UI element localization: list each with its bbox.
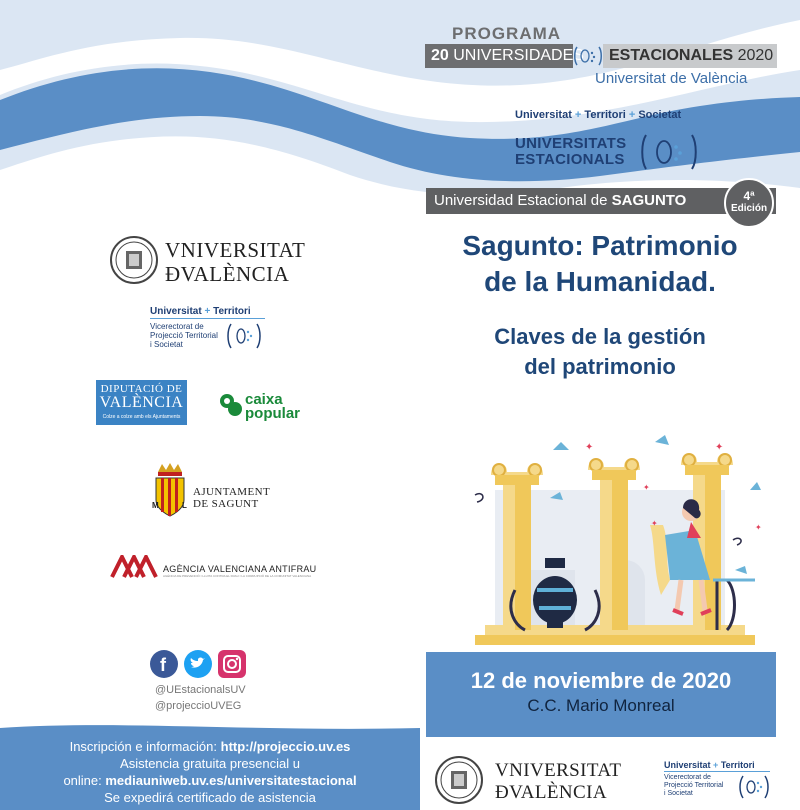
ut-small-territori: Territori bbox=[213, 306, 251, 317]
caixa-popular-logo bbox=[245, 393, 300, 421]
bottom-vice-line3: i Societat bbox=[664, 790, 693, 797]
bottom-faces-icon bbox=[738, 774, 770, 800]
diputacio-logo bbox=[96, 380, 187, 425]
ue-logo-line1: UNIVERSITATS bbox=[515, 135, 627, 152]
ut-small-plus: + bbox=[204, 306, 211, 317]
subtitle-line1: Claves de la gestión bbox=[494, 324, 706, 349]
ut-small-divider bbox=[150, 318, 265, 319]
uv-logo-line2: ÐVALÈNCIA bbox=[165, 262, 290, 286]
sagunt-coat-of-arms-icon bbox=[152, 462, 188, 524]
info-line4: Se expedirá certificado de asistencia bbox=[104, 790, 316, 805]
vicerectorat-text bbox=[150, 322, 218, 349]
diputacio-line1: DIPUTACIÓ DE bbox=[100, 383, 183, 395]
antifrau-subtitle: AGÈNCIA DE PREVENCIÓ I LLUITA CONTRA EL FRAU I LA CORRUPCIÓ DE LA COMUNITAT VALENCIANA bbox=[163, 574, 312, 578]
antifrau-icon bbox=[110, 555, 162, 579]
svg-text:✦: ✦ bbox=[585, 442, 594, 453]
svg-text:✦: ✦ bbox=[651, 519, 658, 528]
programa-year: 2020 bbox=[737, 47, 774, 64]
programa-dark-part bbox=[425, 44, 584, 68]
bottom-uv-line2: ÐVALÈNCIA bbox=[495, 782, 607, 803]
ue-logo-line2: ESTACIONALS bbox=[515, 151, 625, 168]
edition-label: Edición bbox=[730, 203, 768, 214]
instagram-icon[interactable] bbox=[218, 650, 246, 678]
uv-logo-line1: VNIVERSITAT bbox=[165, 238, 306, 262]
tagline-universitat: Universitat bbox=[515, 109, 572, 121]
info-line3 bbox=[0, 772, 420, 789]
bottom-uv-line1: VNIVERSITAT bbox=[495, 760, 622, 781]
bottom-vice-line1: Vicerectorat de bbox=[664, 774, 711, 781]
vice-line2: Projecció Territorial bbox=[150, 331, 218, 340]
bottom-vicerectorat-text bbox=[664, 774, 723, 798]
info-link-projeccio[interactable]: http://projeccio.uv.es bbox=[220, 739, 351, 754]
edition-badge bbox=[724, 178, 774, 228]
tagline-plus: + bbox=[574, 109, 582, 121]
edition-bar-place: SAGUNTO bbox=[611, 192, 687, 209]
bottom-ut-logo bbox=[664, 760, 755, 770]
ue-faces-icon bbox=[640, 133, 698, 171]
programa-banner bbox=[425, 44, 777, 68]
bottom-ut-territori: Territori bbox=[720, 760, 755, 770]
profile-faces-icon bbox=[573, 44, 603, 68]
edition-number: 4ª bbox=[743, 189, 755, 203]
info-label3: online: bbox=[63, 773, 102, 788]
ajuntament-line2: DE SAGUNT bbox=[193, 498, 259, 510]
twitter-icon[interactable] bbox=[184, 650, 212, 678]
caixa-popular-icon bbox=[218, 392, 244, 418]
tagline-territori: Territori bbox=[584, 109, 626, 121]
tagline-societat: Societat bbox=[638, 109, 682, 121]
event-info-band bbox=[426, 652, 776, 737]
vice-line3: i Societat bbox=[150, 340, 183, 349]
ut-small-universitat: Universitat bbox=[150, 306, 202, 317]
info-line1 bbox=[0, 738, 420, 755]
antifrau-name: AGÈNCIA VALENCIANA ANTIFRAU bbox=[163, 564, 317, 574]
facebook-icon[interactable] bbox=[150, 650, 178, 678]
tagline bbox=[515, 109, 681, 121]
programa-label: PROGRAMA bbox=[452, 24, 562, 43]
event-date: 12 de noviembre de 2020 bbox=[470, 668, 732, 693]
bottom-ut-universitat: Universitat bbox=[664, 760, 711, 770]
tagline-plus: + bbox=[628, 109, 636, 121]
event-venue: C.C. Mario Monreal bbox=[527, 696, 675, 715]
svg-text:f: f bbox=[160, 655, 166, 675]
title-line1: Sagunto: Patrimonio bbox=[462, 230, 738, 261]
programa-light-part bbox=[603, 44, 777, 68]
svg-text:M: M bbox=[152, 501, 159, 510]
bottom-ut-divider bbox=[664, 771, 770, 772]
info-label1: Inscripción e información: bbox=[69, 739, 217, 754]
svg-text:✦: ✦ bbox=[715, 442, 724, 453]
page-subtitle bbox=[420, 322, 780, 382]
svg-text:✦: ✦ bbox=[643, 483, 650, 492]
svg-text:✦: ✦ bbox=[755, 523, 762, 532]
info-line2: Asistencia gratuita presencial u bbox=[120, 756, 300, 771]
uv-seal-icon bbox=[109, 235, 159, 285]
bottom-uv-seal-icon bbox=[434, 755, 484, 805]
vice-line1: Vicerectorat de bbox=[150, 322, 204, 331]
diputacio-line3: Colze a colze amb els Ajuntaments bbox=[102, 414, 181, 420]
programa-estacionales: ESTACIONALES bbox=[609, 47, 734, 64]
info-link-mediauniweb[interactable]: mediauniweb.uv.es/universitatestacional bbox=[105, 773, 357, 788]
ajuntament-sagunt-logo bbox=[193, 486, 270, 510]
svg-text:L: L bbox=[182, 501, 187, 510]
ut-small-logo bbox=[150, 306, 251, 317]
subtitle-line2: del patrimonio bbox=[524, 354, 676, 379]
programa-universidades: UNIVERSIDADES bbox=[453, 47, 584, 64]
caixa-line2: popular bbox=[245, 405, 300, 422]
caixa-line1: caixa bbox=[245, 391, 283, 408]
page-title bbox=[420, 228, 780, 300]
title-line2: de la Humanidad. bbox=[484, 266, 716, 297]
social-handle-1[interactable]: @UEstacionalsUV bbox=[155, 684, 246, 696]
registration-info bbox=[0, 738, 420, 806]
uv-logo-text bbox=[165, 238, 305, 286]
vice-faces-icon bbox=[226, 322, 262, 350]
heritage-illustration bbox=[455, 430, 770, 645]
social-handle-2[interactable]: @projeccioUVEG bbox=[155, 700, 242, 712]
bottom-vice-line2: Projecció Territorial bbox=[664, 782, 724, 789]
bottom-ut-plus: + bbox=[713, 760, 719, 770]
programa-institution: Universitat de València bbox=[595, 70, 748, 87]
edition-bar-prefix: Universidad Estacional de bbox=[434, 192, 608, 209]
programa-number: 20 bbox=[431, 47, 449, 64]
universitats-estacionals-logo bbox=[515, 136, 626, 168]
bottom-uv-logo-text bbox=[495, 760, 621, 804]
ajuntament-line1: AJUNTAMENT bbox=[193, 486, 271, 498]
diputacio-line2: VALÈNCIA bbox=[99, 394, 184, 411]
